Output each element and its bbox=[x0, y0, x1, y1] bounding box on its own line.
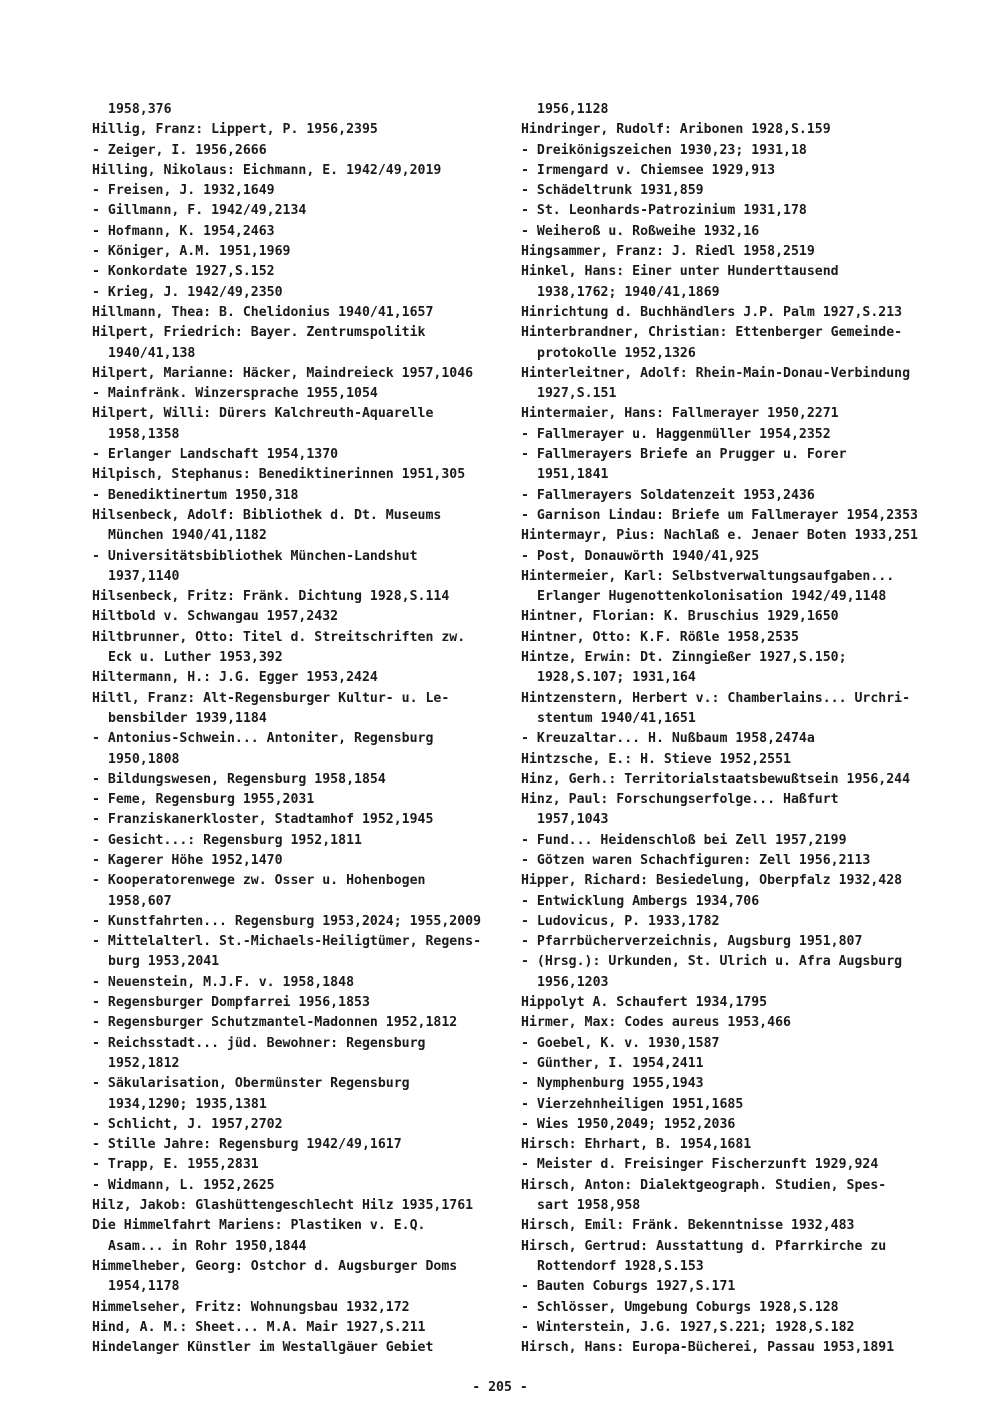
index-entry-continuation: bensbilder 1939,1184 bbox=[108, 710, 267, 726]
index-entry-continuation: 1940/41,138 bbox=[108, 345, 196, 361]
index-entry: - Bauten Coburgs 1927,S.171 bbox=[521, 1279, 736, 1295]
index-entry: Hind, A. M.: Sheet... M.A. Mair 1927,S.211 bbox=[92, 1319, 426, 1335]
index-entry: Hintner, Otto: K.F. Rößle 1958,2535 bbox=[521, 629, 799, 645]
index-entry-continuation: 1958,1358 bbox=[108, 426, 180, 442]
index-entry: Hirsch: Ehrhart, B. 1954,1681 bbox=[521, 1137, 752, 1153]
index-entry: Hillig, Franz: Lippert, P. 1956,2395 bbox=[92, 122, 378, 138]
index-entry-continuation: 1958,376 bbox=[108, 102, 172, 117]
index-entry: Hiltermann, H.: J.G. Egger 1953,2424 bbox=[92, 670, 378, 686]
index-entry: Hintzsche, E.: H. Stieve 1952,2551 bbox=[521, 751, 791, 767]
index-entry: Hiltbold v. Schwangau 1957,2432 bbox=[92, 609, 339, 625]
index-entry: Hinrichtung d. Buchhändlers J.P. Palm 1927,S.213 bbox=[521, 304, 903, 320]
index-entry: - Königer, A.M. 1951,1969 bbox=[92, 244, 291, 260]
index-entry: - Neuenstein, M.J.F. v. 1958,1848 bbox=[92, 974, 355, 990]
index-entry-continuation: Asam... in Rohr 1950,1844 bbox=[108, 1238, 307, 1254]
index-entry-continuation: 1957,1043 bbox=[537, 812, 609, 828]
index-entry: Himmelseher, Fritz: Wohnungsbau 1932,172 bbox=[92, 1299, 410, 1315]
index-entry: Hinz, Paul: Forschungserfolge... Haßfurt bbox=[521, 792, 839, 808]
index-entry-continuation: 1951,1841 bbox=[537, 467, 609, 483]
index-entry: - Günther, I. 1954,2411 bbox=[521, 1055, 704, 1071]
index-entry: - (Hrsg.): Urkunden, St. Ulrich u. Afra Augsburg bbox=[521, 954, 903, 970]
index-entry: - Benediktinertum 1950,318 bbox=[92, 487, 299, 503]
index-entry: Hirsch, Gertrud: Ausstattung d. Pfarrkirche zu bbox=[521, 1238, 887, 1254]
index-entry: - Mainfränk. Winzersprache 1955,1054 bbox=[92, 386, 378, 402]
index-entry: Hintzenstern, Herbert v.: Chamberlains... Urchri- bbox=[521, 690, 911, 706]
index-entry: - Kreuzaltar... H. Nußbaum 1958,2474a bbox=[521, 731, 815, 747]
index-entry: - Kunstfahrten... Regensburg 1953,2024; 1955,2009 bbox=[92, 913, 482, 929]
index-entry: Hiltbrunner, Otto: Titel d. Streitschriften zw. bbox=[92, 629, 466, 645]
index-entry: Hilling, Nikolaus: Eichmann, E. 1942/49,2019 bbox=[92, 162, 442, 178]
index-entry: - Gillmann, F. 1942/49,2134 bbox=[92, 203, 307, 219]
right-column bbox=[521, 100, 941, 1358]
index-entry: Hindelanger Künstler im Westallgäuer Gebiet bbox=[92, 1340, 434, 1356]
index-entry: - Kagerer Höhe 1952,1470 bbox=[92, 852, 283, 868]
index-entry-continuation: sart 1958,958 bbox=[537, 1198, 641, 1214]
index-entry: Hilpert, Marianne: Häcker, Maindreieck 1957,1046 bbox=[92, 365, 474, 381]
index-entry-continuation: protokolle 1952,1326 bbox=[537, 345, 696, 361]
index-entry: - Erlanger Landschaft 1954,1370 bbox=[92, 447, 339, 463]
index-entry: - Schädeltrunk 1931,859 bbox=[521, 183, 704, 199]
index-entry-continuation: München 1940/41,1182 bbox=[108, 528, 267, 544]
index-entry: - Freisen, J. 1932,1649 bbox=[92, 183, 275, 199]
index-entry: - Fallmerayer u. Haggenmüller 1954,2352 bbox=[521, 426, 831, 442]
index-entry: Hilpert, Friedrich: Bayer. Zentrumspolitik bbox=[92, 325, 426, 341]
index-entry: - Reichsstadt... jüd. Bewohner: Regensburg bbox=[92, 1035, 426, 1051]
index-entry: - Krieg, J. 1942/49,2350 bbox=[92, 284, 283, 300]
index-entry: - Wies 1950,2049; 1952,2036 bbox=[521, 1116, 736, 1132]
index-entry: - Goebel, K. v. 1930,1587 bbox=[521, 1035, 720, 1051]
index-entry: Hingsammer, Franz: J. Riedl 1958,2519 bbox=[521, 244, 815, 260]
index-entry-continuation: burg 1953,2041 bbox=[108, 954, 220, 970]
index-entry: - Franziskanerkloster, Stadtamhof 1952,1945 bbox=[92, 812, 434, 828]
index-entry: - Nymphenburg 1955,1943 bbox=[521, 1076, 704, 1092]
index-entry: Hilsenbeck, Adolf: Bibliothek d. Dt. Museums bbox=[92, 507, 442, 523]
index-entry: - Pfarrbücherverzeichnis, Augsburg 1951,807 bbox=[521, 934, 863, 950]
index-entry: Himmelheber, Georg: Ostchor d. Augsburger Doms bbox=[92, 1258, 458, 1274]
page-number: - 205 - bbox=[472, 1380, 528, 1395]
index-entry: - Hofmann, K. 1954,2463 bbox=[92, 223, 275, 239]
index-entry: - Säkularisation, Obermünster Regensburg bbox=[92, 1076, 410, 1092]
index-entry-continuation: 1956,1203 bbox=[537, 974, 609, 990]
index-entry: Hinkel, Hans: Einer unter Hunderttausend bbox=[521, 264, 839, 280]
index-entry-continuation: Rottendorf 1928,S.153 bbox=[537, 1258, 704, 1274]
index-entry-continuation: 1952,1812 bbox=[108, 1055, 180, 1071]
index-entry: - Winterstein, J.G. 1927,S.221; 1928,S.182 bbox=[521, 1319, 855, 1335]
index-entry: - Feme, Regensburg 1955,2031 bbox=[92, 792, 315, 808]
index-entry: - Fund... Heidenschloß bei Zell 1957,2199 bbox=[521, 832, 847, 848]
index-entry: Hilpert, Willi: Dürers Kalchreuth-Aquarelle bbox=[92, 406, 434, 422]
index-entry-continuation: 1956,1128 bbox=[537, 102, 609, 117]
index-entry: - Antonius-Schwein... Antoniter, Regensburg bbox=[92, 731, 434, 747]
index-entry: Hinterbrandner, Christian: Ettenberger Gemeinde- bbox=[521, 325, 903, 341]
index-entry: Hiltl, Franz: Alt-Regensburger Kultur- u. Le- bbox=[92, 690, 450, 706]
index-entry: Hirmer, Max: Codes aureus 1953,466 bbox=[521, 1015, 791, 1031]
index-entry: Hintermayr, Pius: Nachlaß e. Jenaer Boten 1933,251 bbox=[521, 528, 918, 544]
index-entry-continuation: 1938,1762; 1940/41,1869 bbox=[537, 284, 720, 300]
index-entry: Hinz, Gerh.: Territorialstaatsbewußtsein 1956,244 bbox=[521, 771, 911, 787]
index-entry: Hilz, Jakob: Glashüttengeschlecht Hilz 1935,1761 bbox=[92, 1198, 474, 1214]
index-entry: Hintner, Florian: K. Bruschius 1929,1650 bbox=[521, 609, 839, 625]
index-entry: - Stille Jahre: Regensburg 1942/49,1617 bbox=[92, 1137, 402, 1153]
index-entry: - Fallmerayers Soldatenzeit 1953,2436 bbox=[521, 487, 815, 503]
index-entry: - Irmengard v. Chiemsee 1929,913 bbox=[521, 162, 776, 178]
index-entry: Hirsch, Anton: Dialektgeograph. Studien, Spes- bbox=[521, 1177, 887, 1193]
index-entry: - Regensburger Schutzmantel-Madonnen 1952,1812 bbox=[92, 1015, 458, 1031]
index-entry: - Widmann, L. 1952,2625 bbox=[92, 1177, 275, 1193]
index-entry: - Fallmerayers Briefe an Prugger u. Forer bbox=[521, 447, 847, 463]
index-entry: - Meister d. Freisinger Fischerzunft 1929,924 bbox=[521, 1157, 879, 1173]
index-entry-continuation: 1927,S.151 bbox=[537, 386, 617, 402]
index-entry-continuation: 1928,S.107; 1931,164 bbox=[537, 670, 696, 686]
index-entry: Hillmann, Thea: B. Chelidonius 1940/41,1657 bbox=[92, 304, 434, 320]
index-entry: Hindringer, Rudolf: Aribonen 1928,S.159 bbox=[521, 122, 831, 138]
index-entry: - Gesicht...: Regensburg 1952,1811 bbox=[92, 832, 362, 848]
index-entry: - Zeiger, I. 1956,2666 bbox=[92, 142, 267, 158]
index-entry: Hinterleitner, Adolf: Rhein-Main-Donau-Verbindung bbox=[521, 365, 911, 381]
index-entry: Hipper, Richard: Besiedelung, Oberpfalz 1932,428 bbox=[521, 873, 903, 889]
index-entry: - Kooperatorenwege zw. Osser u. Hohenbogen bbox=[92, 873, 426, 889]
index-entry: Hilsenbeck, Fritz: Fränk. Dichtung 1928,S.114 bbox=[92, 589, 450, 605]
index-entry: - Schlicht, J. 1957,2702 bbox=[92, 1116, 283, 1132]
index-entry: Hintze, Erwin: Dt. Zinngießer 1927,S.150; bbox=[521, 650, 847, 666]
index-entry: - Mittelalterl. St.-Michaels-Heiligtümer, Regens- bbox=[92, 934, 482, 950]
index-entry: - Ludovicus, P. 1933,1782 bbox=[521, 913, 720, 929]
left-column bbox=[92, 100, 502, 1358]
index-entry: - Konkordate 1927,S.152 bbox=[92, 264, 275, 280]
index-entry: Hintermeier, Karl: Selbstverwaltungsaufgaben... bbox=[521, 568, 895, 584]
index-entry-continuation: 1950,1808 bbox=[108, 751, 180, 767]
index-entry: Hintermaier, Hans: Fallmerayer 1950,2271 bbox=[521, 406, 839, 422]
index-entry-continuation: 1954,1178 bbox=[108, 1279, 180, 1295]
index-entry: - Entwicklung Ambergs 1934,706 bbox=[521, 893, 760, 909]
index-entry: - St. Leonhards-Patrozinium 1931,178 bbox=[521, 203, 807, 219]
index-entry-continuation: stentum 1940/41,1651 bbox=[537, 710, 696, 726]
index-entry: - Dreikönigszeichen 1930,23; 1931,18 bbox=[521, 142, 807, 158]
index-entry: - Regensburger Dompfarrei 1956,1853 bbox=[92, 995, 370, 1011]
index-entry: Hippolyt A. Schaufert 1934,1795 bbox=[521, 995, 768, 1011]
index-entry: - Götzen waren Schachfiguren: Zell 1956,2113 bbox=[521, 852, 871, 868]
index-entry-continuation: 1958,607 bbox=[108, 893, 172, 909]
index-entry: - Post, Donauwörth 1940/41,925 bbox=[521, 548, 760, 564]
index-entry: - Weiheroß u. Roßweihe 1932,16 bbox=[521, 223, 760, 239]
index-entry: - Schlösser, Umgebung Coburgs 1928,S.128 bbox=[521, 1299, 839, 1315]
index-entry-continuation: Eck u. Luther 1953,392 bbox=[108, 650, 283, 666]
index-entry: Hilpisch, Stephanus: Benediktinerinnen 1951,305 bbox=[92, 467, 466, 483]
index-entry: - Bildungswesen, Regensburg 1958,1854 bbox=[92, 771, 386, 787]
index-entry-continuation: 1934,1290; 1935,1381 bbox=[108, 1096, 267, 1112]
index-entry-continuation: 1937,1140 bbox=[108, 568, 180, 584]
index-entry: - Vierzehnheiligen 1951,1685 bbox=[521, 1096, 744, 1112]
index-entry-continuation: Erlanger Hugenottenkolonisation 1942/49,1148 bbox=[537, 589, 887, 605]
index-entry: - Universitätsbibliothek München-Landshut bbox=[92, 548, 418, 564]
index-entry: Hirsch, Emil: Fränk. Bekenntnisse 1932,483 bbox=[521, 1218, 855, 1234]
index-entry: Hirsch, Hans: Europa-Bücherei, Passau 1953,1891 bbox=[521, 1340, 895, 1356]
index-entry: - Trapp, E. 1955,2831 bbox=[92, 1157, 259, 1173]
index-entry: Die Himmelfahrt Mariens: Plastiken v. E.Q. bbox=[92, 1218, 426, 1234]
index-entry: - Garnison Lindau: Briefe um Fallmerayer 1954,2353 bbox=[521, 507, 918, 523]
